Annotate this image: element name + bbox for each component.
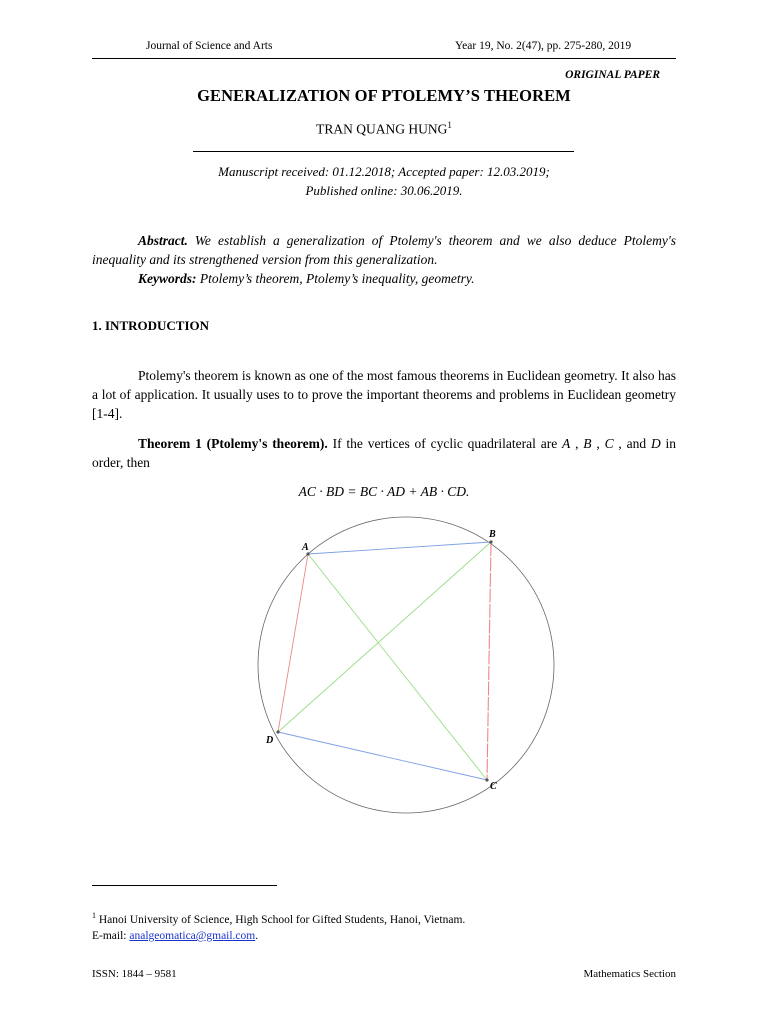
dates-line-1: Manuscript received: 01.12.2018; Accepted paper: 12.03.2019;: [218, 164, 550, 179]
theorem-sep-1: ,: [570, 436, 584, 451]
section-heading: 1. INTRODUCTION: [92, 318, 210, 333]
keywords-label: Keywords:: [138, 271, 197, 286]
abstract-text: We establish a generalization of Ptolemy's theorem and we also deduce Ptolemy's inequality and its strengthened version from this generalization.: [92, 233, 676, 267]
theorem-text-a: If the vertices of cyclic quadrilateral are: [327, 436, 563, 451]
theorem-var-a: A: [562, 436, 571, 451]
side-ad: [278, 554, 308, 732]
issue-info: Year 19, No. 2(47), pp. 275-280, 2019: [455, 40, 632, 52]
label-a: A: [302, 542, 309, 553]
label-c: C: [490, 781, 497, 792]
abstract-label: Abstract.: [138, 233, 188, 248]
side-dc: [278, 732, 487, 780]
side-ab: [308, 542, 491, 554]
footnote-affiliation: Hanoi University of Science, High School for Gifted Students, Hanoi, Vietnam.: [96, 913, 466, 926]
theorem-text-b: in order, then: [92, 436, 677, 470]
diagonal-bd: [278, 542, 491, 732]
side-bc: [487, 542, 491, 780]
intro-text: Ptolemy's theorem is known as one of the most famous theorems in Euclidean geometry. It also has a lot of application. It usually uses to to prove the important theorems and problems in Euclidean geometry [1-4].: [92, 368, 676, 421]
dates-line-2: Published online: 30.06.2019.: [305, 183, 463, 198]
label-d: D: [266, 735, 274, 746]
theorem-label: Theorem 1 (Ptolemy's theorem).: [138, 436, 328, 451]
email-link[interactable]: analgeomatica@gmail.com: [129, 929, 256, 942]
point-c: [485, 778, 488, 781]
issn: ISSN: 1844 – 9581: [92, 968, 177, 980]
paper-type: ORIGINAL PAPER: [565, 69, 660, 81]
diagonal-ac: [308, 554, 487, 780]
footnote: [92, 908, 465, 944]
theorem-var-b: B: [583, 436, 592, 451]
footnote-divider: [92, 885, 277, 886]
theorem-sep-2: ,: [591, 436, 605, 451]
theorem-var-d: D: [650, 436, 661, 451]
keywords-text: Ptolemy’s theorem, Ptolemy’s inequality, geometry.: [196, 271, 475, 286]
label-b: B: [489, 529, 496, 540]
journal-name: Journal of Science and Arts: [146, 40, 273, 52]
point-d: [276, 730, 279, 733]
ptolemy-formula: AC · BD = BC · AD + AB · CD.: [298, 484, 470, 499]
point-b: [489, 540, 492, 543]
author-name: TRAN QUANG HUNG: [316, 121, 448, 137]
section-name: Mathematics Section: [583, 968, 676, 980]
circumcircle: [258, 517, 554, 813]
affiliation-mark: 1: [447, 120, 452, 130]
theorem-var-c: C: [604, 436, 614, 451]
footnote-mark: 1: [92, 911, 96, 920]
theorem-sep-3: , and: [613, 436, 651, 451]
email-end: .: [255, 929, 259, 942]
email-label: E-mail:: [92, 929, 130, 942]
paper-title: GENERALIZATION OF PTOLEMY’S THEOREM: [197, 86, 571, 105]
